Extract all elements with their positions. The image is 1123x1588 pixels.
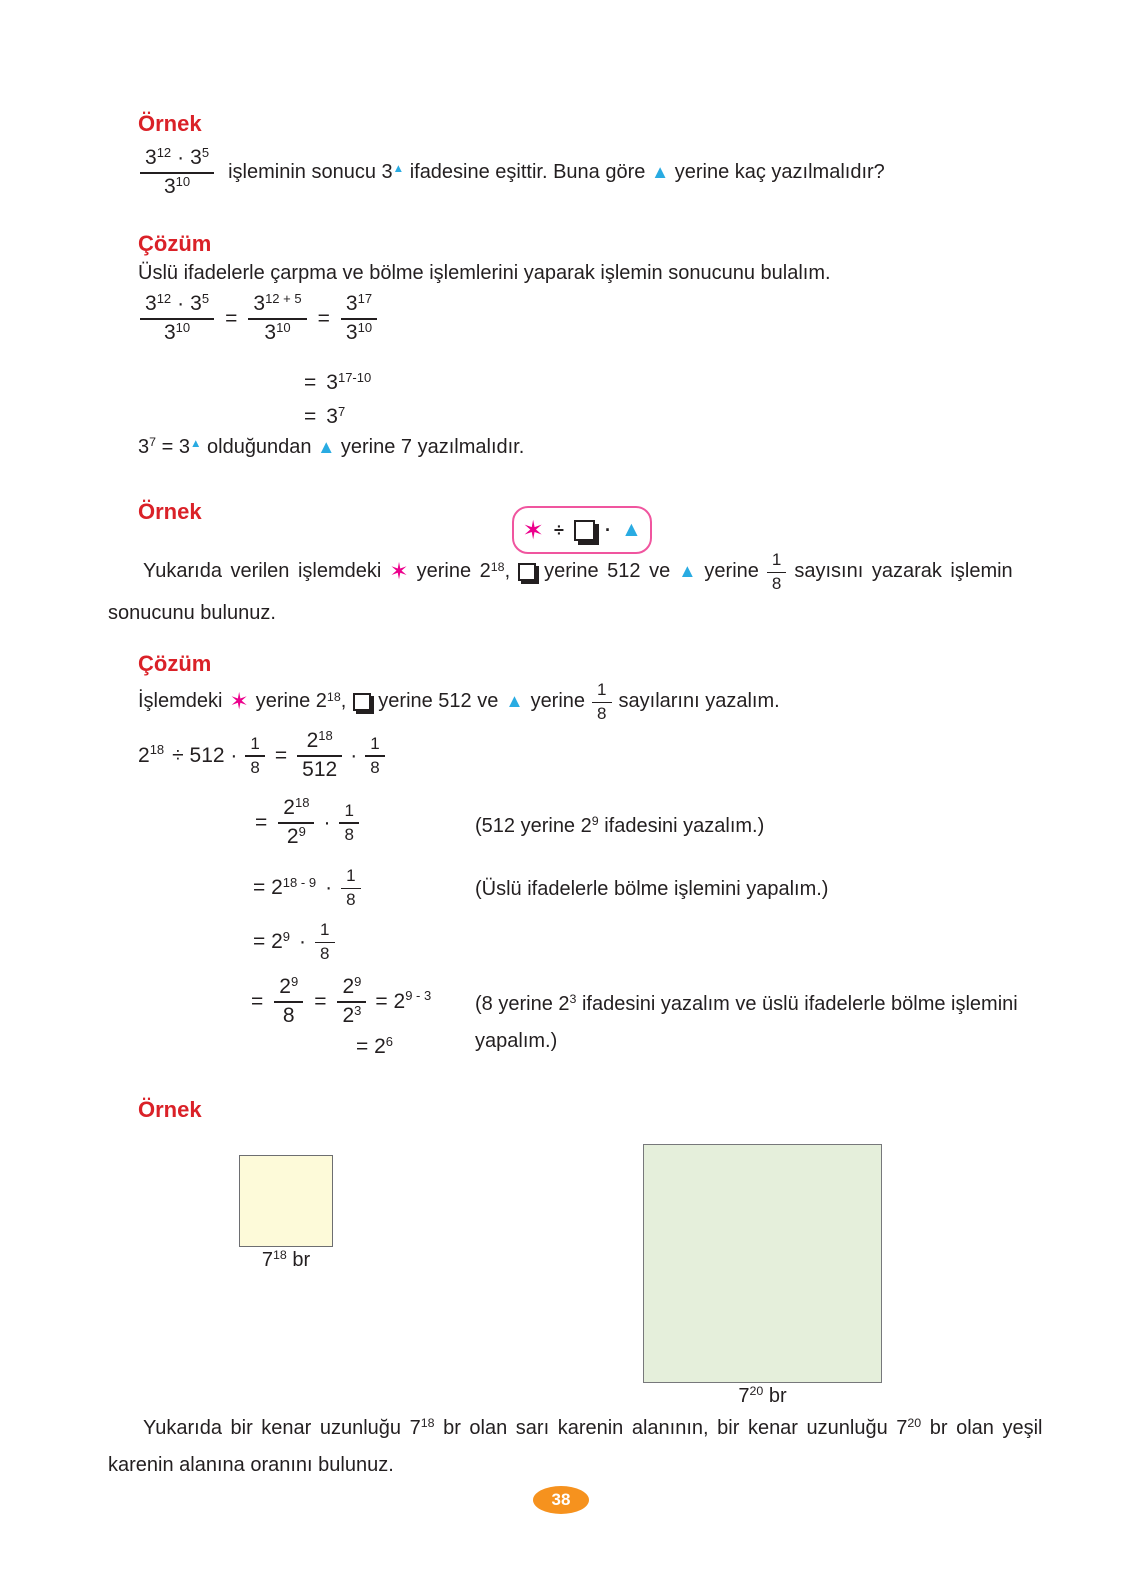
fraction: $\frac{1}{8}$: [341, 866, 360, 910]
math-exponent: 5: [201, 144, 210, 160]
example-1-problem: [140, 146, 885, 199]
example-3-heading: Örnek: [138, 1097, 202, 1122]
solution-1-intro: Üslü ifadelerle çarpma ve bölme işlemlerini yaparak işlemin sonucunu bulalım.: [138, 262, 831, 284]
multiply-dot: ·: [299, 929, 307, 953]
solution-2-intro: İşlemdeki ✶ yerine $2^{18}$, yerine 512 ve ▲ yerine $\frac{1}{8}$ sayılarını yazalım.: [138, 680, 780, 724]
equals-sign: =: [255, 810, 268, 834]
star-icon: ✶: [389, 558, 409, 585]
equals-sign: =: [304, 405, 317, 428]
math-exponent: 12: [156, 144, 172, 160]
fraction-bar: [297, 755, 342, 757]
equation-line: $2^{18}$ ÷ 512 · $\frac{1}{8}$ = $\frac{2^{18}}{512}$ · $\frac{1}{8}$: [138, 729, 385, 782]
fraction: $\frac{1}{8}$: [592, 680, 611, 724]
triangle-icon: ▲: [678, 560, 697, 582]
fraction-bar: [315, 942, 334, 944]
square-icon: [574, 520, 595, 541]
fraction: $\frac{3^{12 + 5}}{3^{10}}$: [248, 292, 306, 345]
annotation: (Üslü ifadelerle bölme işlemini yapalım.): [475, 878, 829, 900]
annotation: yapalım.): [475, 1030, 558, 1052]
example-2-problem-line-1: Yukarıda verilen işlemdeki ✶ yerine $2^{18}$, yerine 512 ve ▲ yerine $\frac{1}{8}$ sayısını yazarak işlemin: [143, 550, 1013, 594]
fraction: $\frac{3^{12} \cdot 3^5}{3^{10}}$: [140, 292, 214, 345]
equals-sign: =: [317, 306, 330, 330]
multiply-dot: ·: [350, 743, 358, 767]
annotation: (512 yerine $2^9$ ifadesini yazalım.): [475, 814, 765, 837]
fraction-bar: [274, 1001, 303, 1003]
math-base: 3: [163, 175, 176, 199]
fraction: $\frac{3^{17}}{3^{10}}$: [341, 292, 377, 345]
fraction-bar: [245, 755, 264, 757]
fraction: $\frac{1}{8}$: [767, 550, 786, 594]
square-icon: [353, 693, 371, 711]
math-base: 3: [190, 146, 202, 169]
fraction: $\frac{2^9}{2^3}$: [337, 975, 366, 1028]
solution-1-heading: Çözüm: [138, 231, 212, 256]
equation-line: [140, 292, 377, 345]
equals-sign: =: [225, 306, 238, 330]
fraction: $\frac{1}{8}$: [365, 734, 384, 778]
equation-line: = $2^6$: [356, 1033, 394, 1058]
solution-1-conclusion: $3^7 = 3^▲$ olduğundan ▲ yerine 7 yazılmalıdır.: [138, 435, 525, 458]
square-icon: [518, 563, 536, 581]
example-3-problem-line-2: karenin alanına oranını bulunuz.: [108, 1454, 394, 1476]
equation-line: [253, 796, 359, 849]
equation-line: = $\frac{2^9}{8}$ = $\frac{2^9}{2^3}$ = $2^{9 - 3}$: [251, 973, 432, 1028]
fraction-bar: [339, 822, 358, 824]
fraction-bar: [337, 1001, 366, 1003]
fraction: $\frac{2^{18}}{2^9}$: [278, 796, 314, 849]
annotation: (8 yerine $2^3$ ifadesini yazalım ve üslü ifadelerle bölme işlemini: [475, 992, 1018, 1015]
equals-sign: =: [274, 743, 288, 767]
fraction: $\frac{2^9}{8}$: [274, 975, 303, 1028]
problem-text: işleminin sonucu 3▲ ifadesine eşittir. Buna göre ▲ yerine kaç yazılmalıdır?: [228, 161, 885, 184]
fraction: $\frac{1}{8}$: [339, 801, 358, 845]
star-icon: ✶: [229, 688, 249, 715]
triangle-icon: ▲: [620, 518, 642, 541]
solution-2-heading: Çözüm: [138, 651, 212, 676]
fraction-bar: [365, 755, 384, 757]
equation-line: = $2^{18 - 9}$ · $\frac{1}{8}$: [253, 866, 361, 910]
divide-sign: ÷: [554, 519, 564, 540]
example-2-problem-line-2: sonucunu bulunuz.: [108, 602, 276, 624]
equation-line: = $2^9$ · $\frac{1}{8}$: [253, 920, 335, 964]
equation-line: = $3^7$: [304, 403, 346, 428]
example-1-heading: Örnek: [138, 111, 202, 136]
equation-line: = 3$^{17-10}$: [304, 369, 372, 394]
multiply-dot: ·: [323, 810, 331, 834]
green-square: [643, 1144, 882, 1383]
triangle-icon: ▲: [189, 436, 202, 450]
example-2-heading: Örnek: [138, 499, 202, 524]
fraction-bar: [592, 702, 611, 704]
fraction: [140, 146, 214, 199]
fraction: $\frac{2^{18}}{512}$: [297, 729, 342, 782]
page-number-badge: 38: [533, 1486, 589, 1514]
yellow-square: [239, 1155, 333, 1247]
fraction: $\frac{1}{8}$: [315, 920, 334, 964]
equals-sign: =: [304, 371, 317, 394]
math-base: 3: [145, 146, 157, 169]
triangle-icon: ▲: [392, 161, 405, 175]
fraction-bar: [767, 572, 786, 574]
fraction-bar: [341, 888, 360, 890]
yellow-square-label: $7^{18}$ br: [261, 1248, 311, 1271]
multiply-dot: ·: [177, 146, 185, 169]
fraction: $\frac{1}{8}$: [245, 734, 264, 778]
example-3-problem-line-1: Yukarıda bir kenar uzunluğu $7^{18}$ br olan sarı karenin alanının, bir kenar uzunluğu $7^{20}$ br olan yeşil: [143, 1416, 1043, 1439]
math-exponent: 10: [175, 173, 191, 189]
equals-sign: =: [314, 989, 327, 1013]
fraction-bar: [278, 822, 314, 824]
triangle-icon: ▲: [650, 161, 670, 183]
multiply-dot: ·: [604, 519, 611, 540]
triangle-icon: ▲: [505, 690, 524, 712]
multiply-dot: ·: [325, 875, 333, 899]
green-square-label: $7^{20}$ br: [738, 1384, 787, 1407]
star-icon: ✶: [522, 514, 545, 545]
operation-box: [512, 506, 652, 554]
equals-sign: =: [251, 989, 264, 1013]
triangle-icon: ▲: [317, 436, 336, 457]
